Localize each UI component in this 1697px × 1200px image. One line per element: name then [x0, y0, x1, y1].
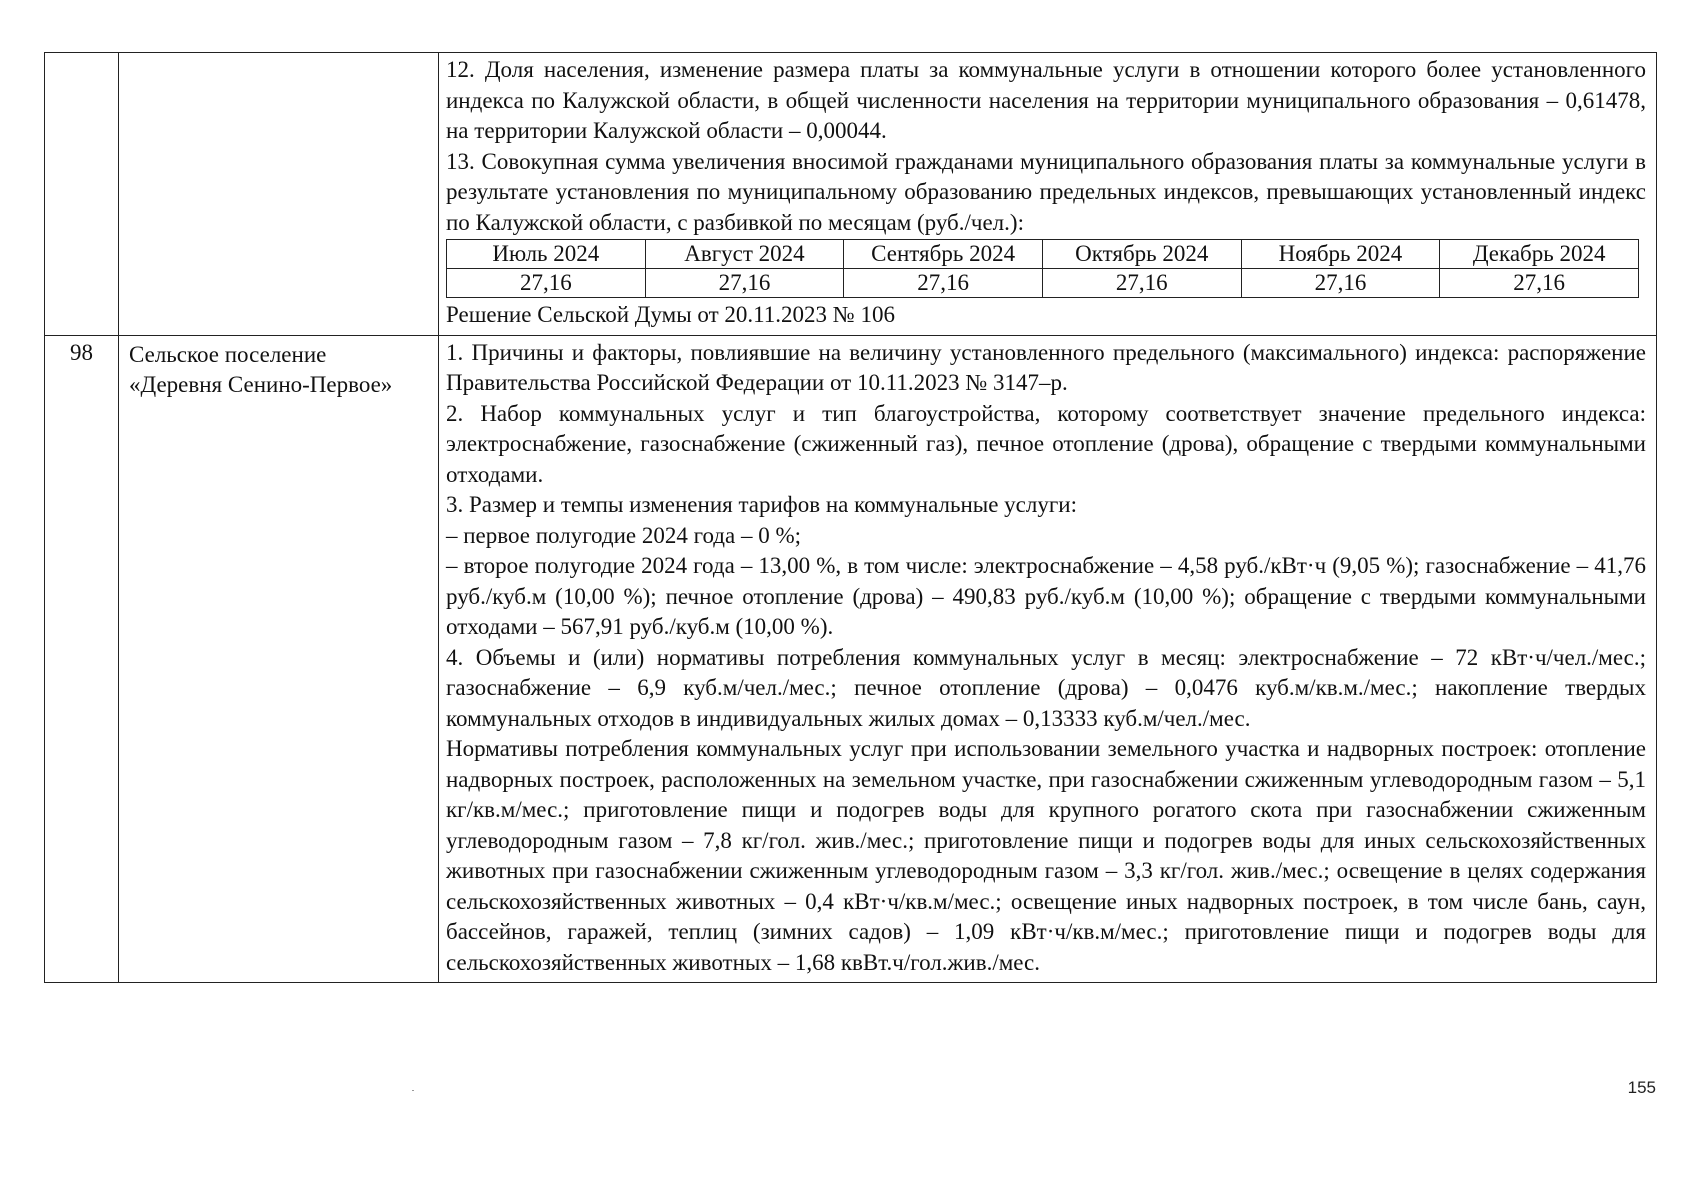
- month-header: Декабрь 2024: [1440, 240, 1639, 269]
- paragraph-item-1: 1. Причины и факторы, повлиявшие на величину установленного предельного (максимального) индекса: распоряжение Правительства Российской Федерации от 10.11.2023 № 3147–р.: [446, 339, 1646, 395]
- decision-reference: Решение Сельской Думы от 20.11.2023 № 106: [446, 302, 895, 327]
- row-number-cell: [45, 53, 119, 336]
- paragraph-item-12: 12. Доля населения, изменение размера платы за коммунальные услуги в отношении которого более установленного индекса по Калужской области, в общей численности населения на территории муниципального образования – 0,61478, на территории Калужской области – 0,00044.: [446, 57, 1646, 143]
- document-sheet: [44, 52, 1656, 983]
- table-row: [45, 335, 1657, 983]
- settlement-name-line: Сельское поселение: [129, 341, 327, 367]
- month-value: 27,16: [1042, 269, 1241, 298]
- scan-speck: [412, 1090, 414, 1091]
- settlement-name-cell: [119, 53, 439, 336]
- table-row: [45, 53, 1657, 336]
- paragraph-dash-second-half: – второе полугодие 2024 года – 13,00 %, в том числе: электроснабжение – 4,58 руб./кВт·ч (9,05 %); газоснабжение – 41,76 руб./куб.м (10,00 %); печное отопление (дрова) – 490,83 руб./куб.м (10,00 %); обращение с твердыми коммунальными отходами – 567,91 руб./куб.м (10,00 %).: [446, 553, 1646, 639]
- paragraph-dash-first-half: – первое полугодие 2024 года – 0 %;: [446, 522, 802, 548]
- row-number-cell: 98: [45, 335, 119, 983]
- month-value: 27,16: [1241, 269, 1440, 298]
- row-content-cell: [439, 53, 1657, 336]
- monthly-increase-table: [446, 239, 1639, 298]
- month-header: Июль 2024: [447, 240, 646, 269]
- months-header-row: [447, 240, 1639, 269]
- month-header: Ноябрь 2024: [1241, 240, 1440, 269]
- months-value-row: [447, 269, 1639, 298]
- month-header: Август 2024: [645, 240, 844, 269]
- month-value: 27,16: [1440, 269, 1639, 298]
- row-content-cell: [439, 335, 1657, 983]
- month-value: 27,16: [447, 269, 646, 298]
- paragraph-item-2: 2. Набор коммунальных услуг и тип благоустройства, которому соответствует значение предельного индекса: электроснабжение, газоснабжение (сжиженный газ), печное отопление (дрова), обращение с твердыми коммунальными отходами.: [446, 400, 1646, 487]
- month-header: Сентябрь 2024: [844, 240, 1043, 269]
- month-header: Октябрь 2024: [1042, 240, 1241, 269]
- settlement-name-cell: [119, 335, 439, 983]
- paragraph-item-13: 13. Совокупная сумма увеличения вносимой гражданами муниципального образования платы за коммунальные услуги в результате установления по муниципальному образованию предельных индексов, превышающих установленный индекс по Калужской области, с разбивкой по месяцам (руб./чел.):: [446, 148, 1646, 235]
- municipal-index-table: [44, 52, 1657, 983]
- settlement-name-line: «Деревня Сенино-Первое»: [129, 371, 393, 397]
- paragraph-item-3: 3. Размер и темпы изменения тарифов на коммунальные услуги:: [446, 492, 1077, 517]
- paragraph-item-4: 4. Объемы и (или) нормативы потребления коммунальных услуг в месяц: электроснабжение – 72 кВт·ч/чел./мес.; газоснабжение – 6,9 куб.м/чел./мес.; печное отопление (дрова) – 0,0476 куб.м/кв.м./мес.; накопление твердых коммунальных отходов в индивидуальных жилых домах – 0,13333 куб.м/чел./мес.: [446, 644, 1646, 731]
- month-value: 27,16: [844, 269, 1043, 298]
- paragraph-norms: Нормативы потребления коммунальных услуг при использовании земельного участка и надворных построек: отопление надворных построек, расположенных на земельном участке, при газоснабжении сжиженным углеводородным газом – 5,1 кг/кв.м/мес.; приготовление пищи и подогрев воды для крупного рогатого скота при газоснабжении сжиженным углеводородным газом – 7,8 кг/гол. жив./мес.; приготовление пищи и подогрев воды для иных сельскохозяйственных животных при газоснабжении сжиженным углеводородным газом – 3,3 кг/гол. жив./мес.; освещение в целях содержания сельскохозяйственных животных – 0,4 кВт·ч/кв.м/мес.; освещение иных надворных построек, в том числе бань, саун, бассейнов, гаражей, теплиц (зимних садов) – 1,09 кВт·ч/кв.м/мес.; приготовление пищи и подогрев воды для сельскохозяйственных животных – 1,68 квВт.ч/гол.жив./мес.: [446, 736, 1646, 975]
- month-value: 27,16: [645, 269, 844, 298]
- page-number: 155: [1627, 1078, 1656, 1097]
